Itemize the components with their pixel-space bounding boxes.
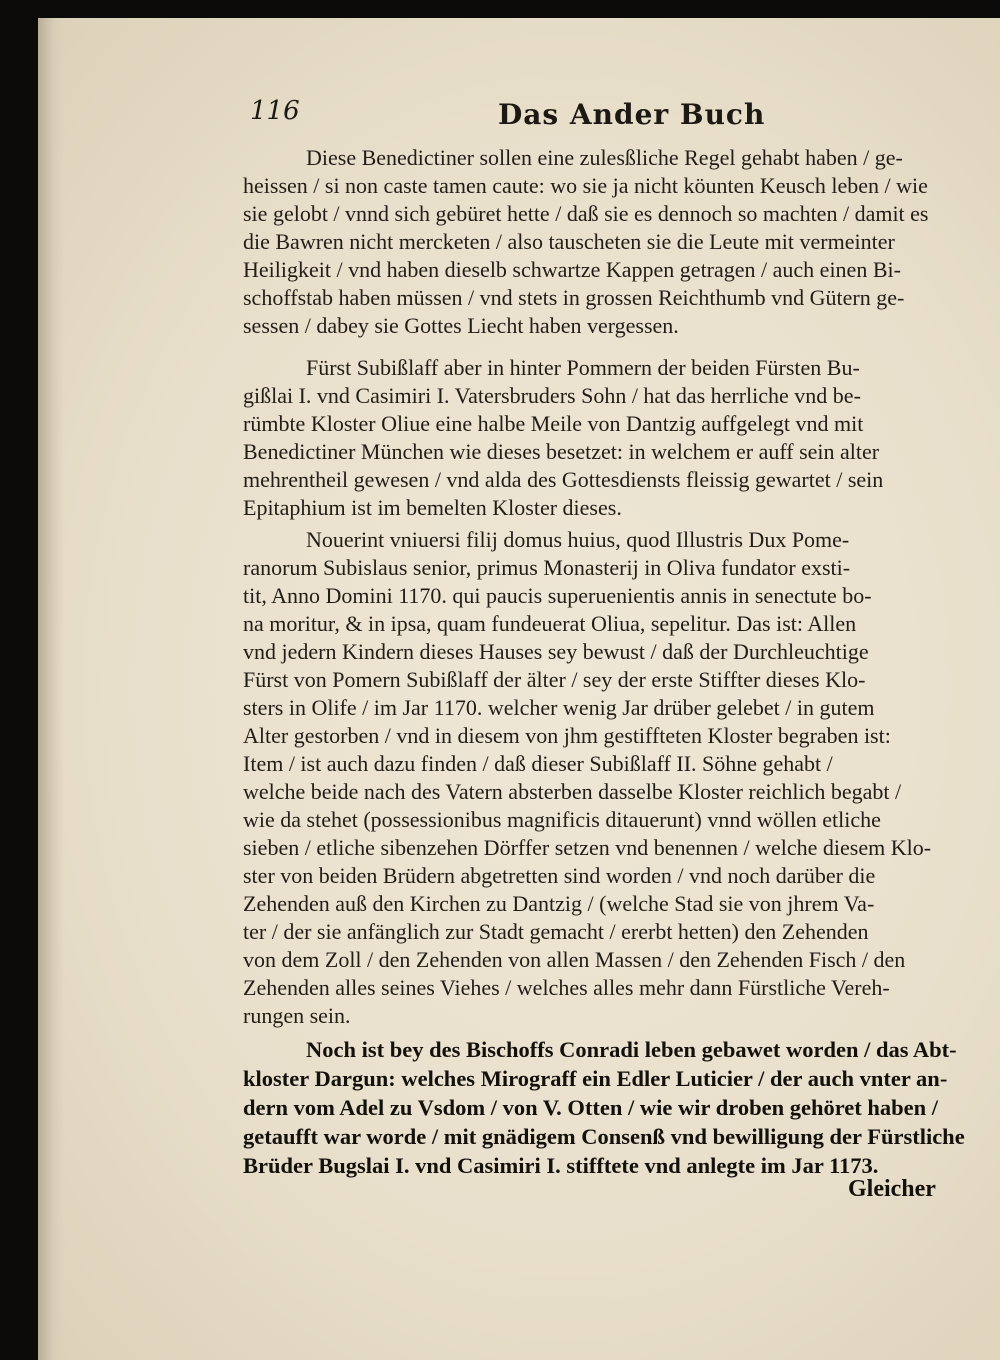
text-line: Heiligkeit / vnd haben dieselb schwartze Kappen getragen / auch einen Bi- xyxy=(243,257,901,282)
text-line: welche beide nach des Vatern absterben dasselbe Kloster reichlich begabt / xyxy=(243,779,902,804)
text-line: rümbte Kloster Oliue eine halbe Meile von Dantzig auffgelegt vnd mit xyxy=(243,411,864,436)
text-line: mehrentheil gewesen / vnd alda des Gottesdiensts fleissig gewartet / sein xyxy=(243,467,884,492)
text-line: Zehenden alles seines Viehes / welches alles mehr dann Fürstliche Vereh- xyxy=(243,975,890,1000)
text-line: sters in Olife / im Jar 1170. welcher wenig Jar drüber gelebet / in gutem xyxy=(243,695,875,720)
text-line: Item / ist auch dazu finden / daß dieser Subißlaff II. Söhne gehabt / xyxy=(243,751,833,776)
text-line: Zehenden auß den Kirchen zu Dantzig / (welche Stad sie von jhrem Va- xyxy=(243,891,875,916)
body-text xyxy=(38,18,1000,1360)
text-line: ter / der sie anfänglich zur Stadt gemacht / ererbt hetten) den Zehenden xyxy=(243,919,869,944)
running-title: Das Ander Buch xyxy=(498,98,766,131)
text-line: heissen / si non caste tamen caute: wo sie ja nicht köunten Keusch leben / wie xyxy=(243,173,928,198)
text-line: sie gelobt / vnnd sich gebüret hette / daß sie es dennoch so machten / damit es xyxy=(243,201,929,226)
text-line: getaufft war worde / mit gnädigem Consenß vnd bewilligung der Fürstliche xyxy=(243,1124,965,1149)
text-line: von dem Zoll / den Zehenden von allen Massen / den Zehenden Fisch / den xyxy=(243,947,906,972)
text-line: wie da stehet (possessionibus magnificis ditauerunt) vnnd wöllen etliche xyxy=(243,807,881,832)
text-line: schoffstab haben müssen / vnd stets in grossen Reichthumb vnd Gütern ge- xyxy=(243,285,905,310)
text-line: dern vom Adel zu Vsdom / von V. Otten / wie wir droben gehöret haben / xyxy=(243,1095,939,1120)
book-page xyxy=(38,18,1000,1360)
text-line: Brüder Bugslai I. vnd Casimiri I. stifftete vnd anlegte im Jar 1173. xyxy=(243,1153,879,1178)
text-line: die Bawren nicht mercketen / also tauscheten sie die Leute mit vermeinter xyxy=(243,229,895,254)
text-line: na moritur, & in ipsa, quam fundeuerat Oliua, sepelitur. Das ist: Allen xyxy=(243,611,857,636)
text-line: sieben / etliche sibenzehen Dörffer setzen vnd benennen / welche diesem Klo- xyxy=(243,835,932,860)
catchword: Gleicher xyxy=(848,1176,936,1202)
text-line: Benedictiner München wie dieses besetzet: in welchem er auff sein alter xyxy=(243,439,880,464)
text-line: Epitaphium ist im bemelten Kloster dieses. xyxy=(243,495,622,520)
text-line: Noch ist bey des Bischoffs Conradi leben gebawet worden / das Abt- xyxy=(306,1037,957,1062)
text-line: gißlai I. vnd Casimiri I. Vatersbruders Sohn / hat das herrliche vnd be- xyxy=(243,383,861,408)
text-line: Fürst Subißlaff aber in hinter Pommern der beiden Fürsten Bu- xyxy=(306,355,860,380)
text-line: vnd jedern Kindern dieses Hauses sey bewust / daß der Durchleuchtige xyxy=(243,639,869,664)
page-number: 116 xyxy=(250,96,300,126)
text-line: Fürst von Pomern Subißlaff der älter / sey der erste Stiffter dieses Klo- xyxy=(243,667,866,692)
text-line: kloster Dargun: welches Mirograff ein Edler Luticier / der auch vnter an- xyxy=(243,1066,948,1091)
text-line: Alter gestorben / vnd in diesem von jhm gestiffteten Kloster begraben ist: xyxy=(243,723,891,748)
text-line: ranorum Subislaus senior, primus Monasterij in Oliva fundator exsti- xyxy=(243,555,851,580)
text-line: rungen sein. xyxy=(243,1003,351,1028)
text-line: tit, Anno Domini 1170. qui paucis superuenientis annis in senectute bo- xyxy=(243,583,872,608)
text-line: ster von beiden Brüdern abgetretten sind worden / vnd noch darüber die xyxy=(243,863,876,888)
text-line: sessen / dabey sie Gottes Liecht haben vergessen. xyxy=(243,313,679,338)
text-line: Diese Benedictiner sollen eine zulesßliche Regel gehabt haben / ge- xyxy=(306,145,903,170)
text-line: Nouerint vniuersi filij domus huius, quod Illustris Dux Pome- xyxy=(306,527,850,552)
